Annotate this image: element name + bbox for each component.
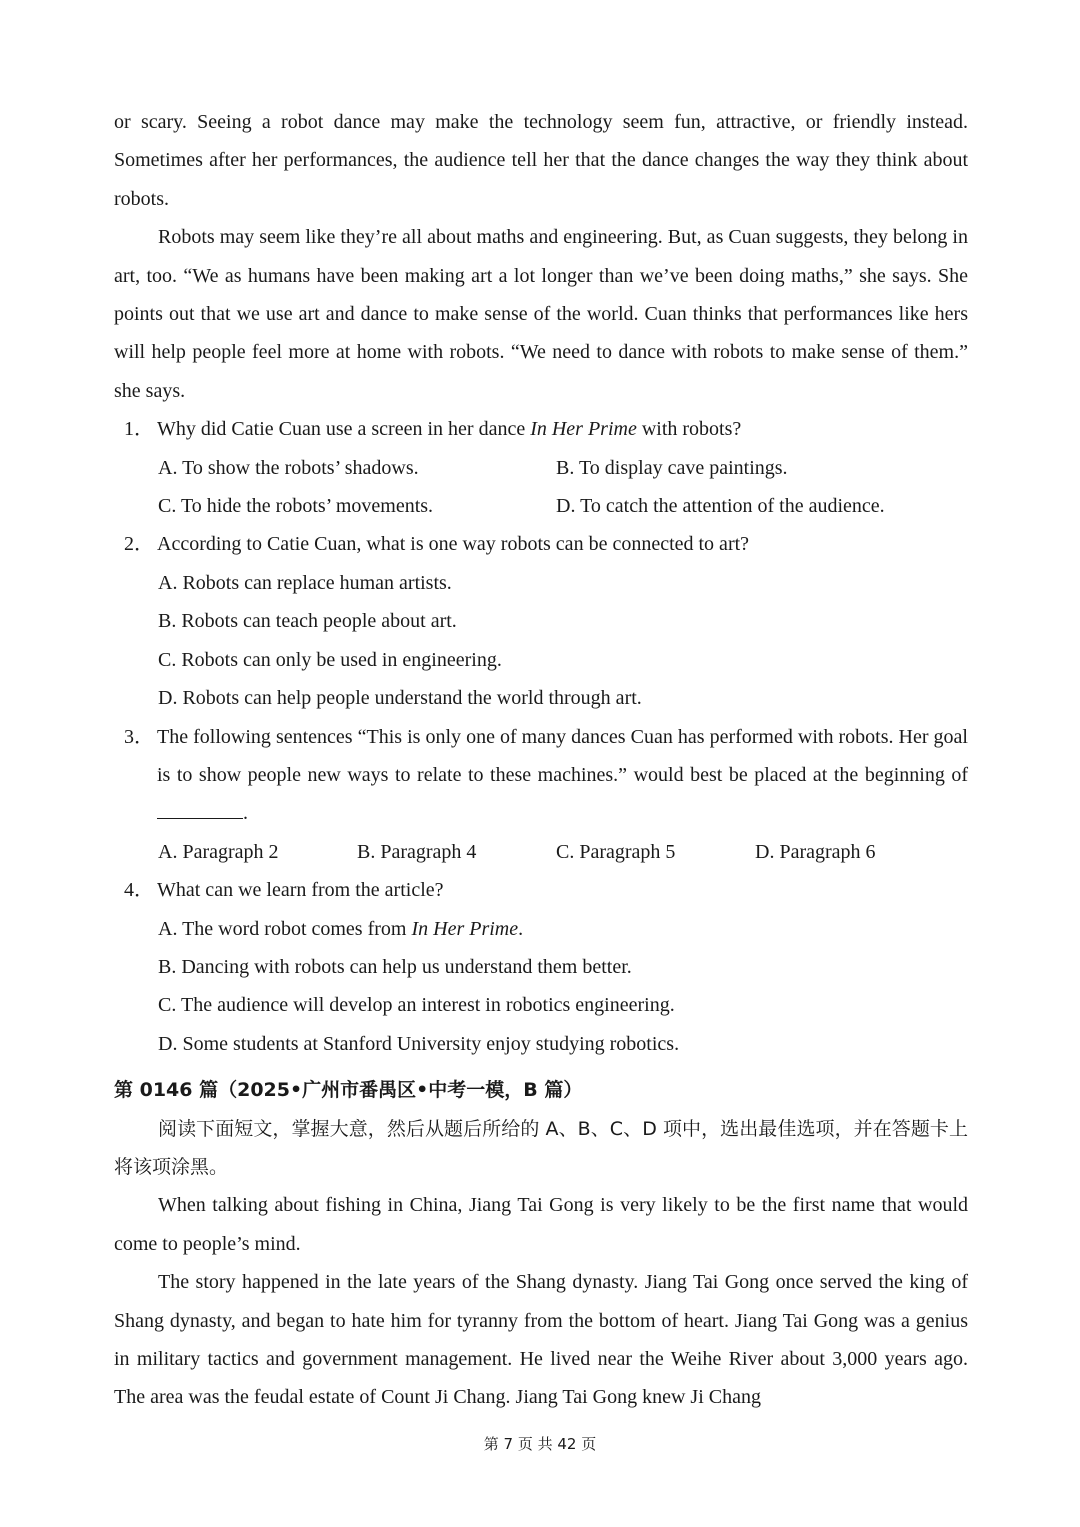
section-heading: 第 0146 篇（2025•广州市番禺区•中考一模，B 篇） — [114, 1079, 583, 1102]
option-a: A. Paragraph 2 — [158, 840, 279, 863]
question-number: 3． — [124, 725, 154, 748]
option-a-end: . — [518, 917, 524, 940]
option-d: D. Paragraph 6 — [755, 840, 876, 863]
question-2 — [114, 525, 968, 563]
question-1 — [114, 410, 968, 448]
question-number: 4． — [124, 879, 154, 902]
question-3-options — [114, 833, 968, 871]
question-number: 1． — [124, 418, 154, 441]
option-a: A. Robots can replace human artists. — [158, 571, 452, 594]
option-d: D. Some students at Stanford University enjoy studying robotics. — [158, 1032, 680, 1055]
question-text-end: with robots? — [636, 418, 742, 441]
option-c: C. Robots can only be used in engineering. — [158, 648, 502, 671]
page-footer: 第 7 页 共 42 页 — [483, 1435, 597, 1453]
option-c: C. The audience will develop an interest in robotics engineering. — [158, 994, 675, 1017]
question-3 — [114, 718, 968, 833]
option-c: C. To hide the robots’ movements. — [158, 495, 434, 518]
option-b: B. Paragraph 4 — [357, 840, 477, 863]
paragraph-intro: When talking about fishing in China, Jiang Tai Gong is very likely to be the first name that would come to people’s mind. — [114, 1194, 968, 1255]
option-c: C. Paragraph 5 — [556, 840, 676, 863]
question-text: Why did Catie Cuan use a screen in her dance — [157, 418, 531, 441]
option-a — [114, 910, 968, 948]
question-1-options-row-1 — [114, 449, 968, 487]
option-b: B. Robots can teach people about art. — [158, 610, 457, 633]
question-number: 2． — [124, 533, 154, 556]
paragraph-story: The story happened in the late years of the Shang dynasty. Jiang Tai Gong once served the king of Shang dynasty, and began to hate him for tyranny from the bottom of heart. Jiang Tai Gong was a genius in military tactics and government management. He lived near the Weihe River about 3,000 years ago. The area was the feudal estate of Count Ji Chang. Jiang Tai Gong knew Ji Chang — [114, 1271, 968, 1409]
question-1-options-row-2 — [114, 487, 968, 525]
option-a: A. To show the robots’ shadows. — [158, 456, 419, 479]
paragraph-continued: or scary. Seeing a robot dance may make the technology seem fun, attractive, or friendly instead. Sometimes after her performances, the audience tell her that the dance changes the way they think about robots. — [114, 111, 968, 210]
option-a-text: A. The word robot comes from — [158, 917, 412, 940]
question-text-end: . — [243, 802, 248, 825]
question-text: The following sentences “This is only one of many dances Cuan has performed with robots. Her goal is to show people new ways to relate to these machines.” would best be placed at the beginning of — [157, 725, 968, 786]
document-page — [114, 103, 968, 1417]
question-text: According to Catie Cuan, what is one way robots can be connected to art? — [157, 533, 750, 556]
question-text: What can we learn from the article? — [157, 879, 444, 902]
question-4 — [114, 871, 968, 909]
option-b: B. To display cave paintings. — [556, 456, 788, 479]
option-b: B. Dancing with robots can help us understand them better. — [158, 955, 632, 978]
instruction-text: 阅读下面短文，掌握大意，然后从题后所给的 A、B、C、D 项中，选出最佳选项，并在答题卡上将该项涂黑。 — [114, 1117, 968, 1178]
answer-blank — [157, 796, 243, 819]
question-title-italic: In Her Prime — [530, 418, 637, 441]
option-a-italic: In Her Prime — [411, 917, 519, 940]
paragraph-robots-art: Robots may seem like they’re all about maths and engineering. But, as Cuan suggests, they belong in art, too. “We as humans have been making art a lot longer than we’ve been doing maths,” she says. She points out that we use art and dance to make sense of the world. Cuan thinks that performances like hers will help people feel more at home with robots. “We need to dance with robots to make sense of them.” she says. — [114, 226, 968, 402]
option-d: D. Robots can help people understand the world through art. — [158, 687, 642, 710]
option-d: D. To catch the attention of the audience. — [556, 495, 885, 518]
